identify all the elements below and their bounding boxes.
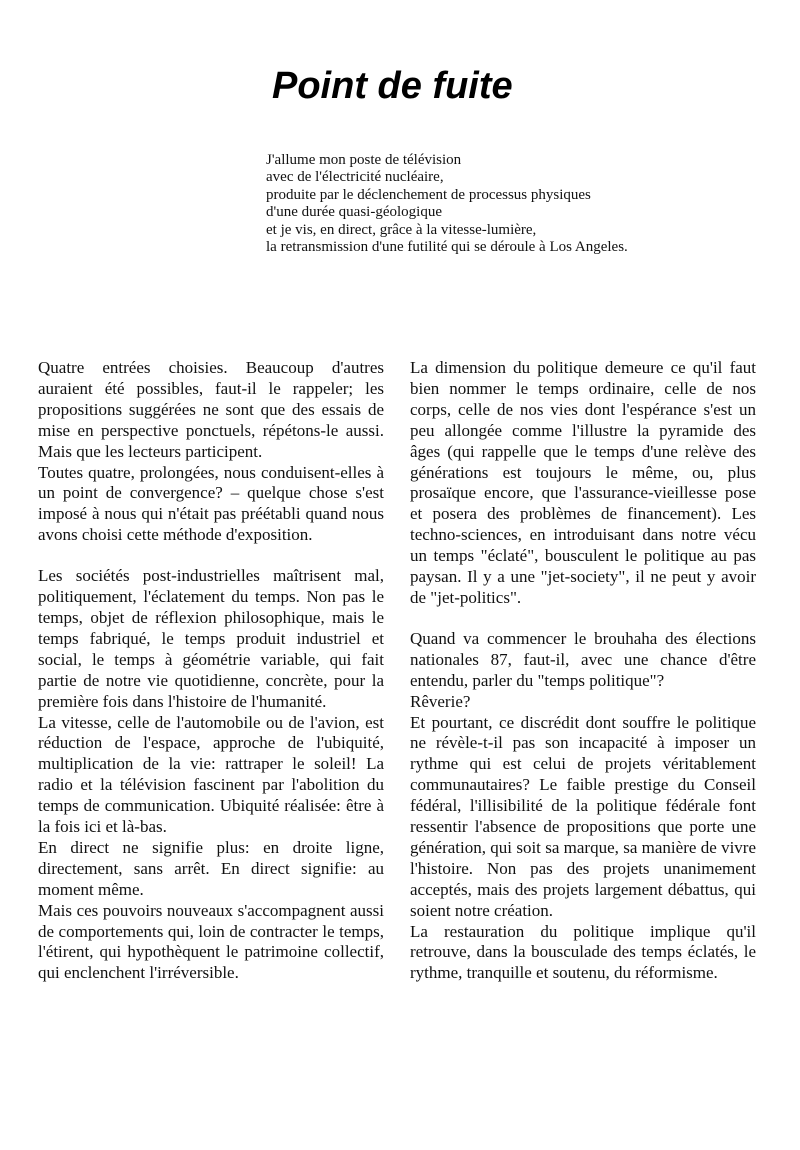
paragraph: La vitesse, celle de l'automobile ou de l'avion, est réduction de l'espace, approche de l'ubiquité, multiplication de la vie: rattraper le soleil! La radio et la télévision fascinent par l'abolition du temps de communication. Ubiquité réalisée: être à la fois ici et là-bas. [38, 712, 384, 837]
right-column [410, 358, 756, 984]
epigraph [266, 152, 786, 256]
paragraph: Mais ces pouvoirs nouveaux s'accompagnent aussi de comportements qui, loin de contracter le temps, l'étirent, qui hypothèquent le patrimoine collectif, qui enclenchent l'irréversible. [38, 900, 384, 983]
paragraph: Toutes quatre, prolongées, nous conduisent-elles à un point de convergence? – quelque chose s'est imposé à nous qui n'était pas préétabli quand nous avons choisi cette méthode d'exposition. [38, 462, 384, 545]
paragraph: La dimension du politique demeure ce qu'il faut bien nommer le temps ordinaire, celle de nos corps, celle de nos vies dont l'espérance s'est un peu allongée comme l'illustre la pyramide des âges (qui rappelle que le temps d'une relève des générations est toujours le même, ou, plus prosaïque encore, que l'assurance-vieillesse pose et posera des problèmes de financement). Les techno-sciences, en introduisant dans notre vécu un temps "éclaté", bousculent le politique au pas paysan. Il y a une "jet-society", il ne peut y avoir de "jet-politics". [410, 358, 756, 607]
paragraph: En direct ne signifie plus: en droite ligne, directement, sans arrêt. En direct signifie: au moment même. [38, 837, 384, 899]
paragraph: La restauration du politique implique qu'il retrouve, dans la bousculade des temps éclatés, le rythme, tranquille et soutenu, du réformisme. [410, 921, 756, 983]
paragraph: Quatre entrées choisies. Beaucoup d'autres auraient été possibles, faut-il le rappeler; les propositions suggérées ne sont que des essais de mise en perspective ponctuels, répétons-le aussi. Mais que les lecteurs participent. [38, 358, 384, 461]
paragraph: Rêverie? [410, 691, 471, 711]
paragraph: Quand va commencer le brouhaha des élections nationales 87, faut-il, avec une chance d'être entendu, parler du "temps politique"? [410, 628, 756, 690]
page-title: Point de fuite [272, 65, 513, 107]
epigraph-line: et je vis, en direct, grâce à la vitesse-lumière, [266, 221, 537, 238]
epigraph-line: la retransmission d'une futilité qui se déroule à Los Angeles. [266, 239, 628, 256]
epigraph-line: d'une durée quasi-géologique [266, 204, 442, 221]
epigraph-line: avec de l'électricité nucléaire, [266, 169, 444, 186]
paragraph: Les sociétés post-industrielles maîtrisent mal, politiquement, l'éclatement du temps. Non pas le temps, objet de réflexion philosophique, mais le temps fabriqué, le temps produit industriel et social, le temps à géométrie variable, qui fait partie de notre vie quotidienne, concrète, pour la première fois dans l'histoire de l'humanité. [38, 566, 384, 711]
left-column [38, 358, 384, 984]
epigraph-line: produite par le déclenchement de processus physiques [266, 186, 591, 203]
epigraph-line: J'allume mon poste de télévision [266, 152, 462, 168]
paragraph: Et pourtant, ce discrédit dont souffre le politique ne révèle-t-il pas son incapacité à imposer un rythme qui est celui de projets véritablement communautaires? Le faible prestige du Conseil fédéral, l'illisibilité de la politique fédérale font ressentir l'absence de propositions que porte une génération, qui soit sa marque, sa manière de vivre l'histoire. Non pas des projets unanimement acceptés, mais des projets largement débattus, qui soient notre création. [410, 712, 756, 920]
